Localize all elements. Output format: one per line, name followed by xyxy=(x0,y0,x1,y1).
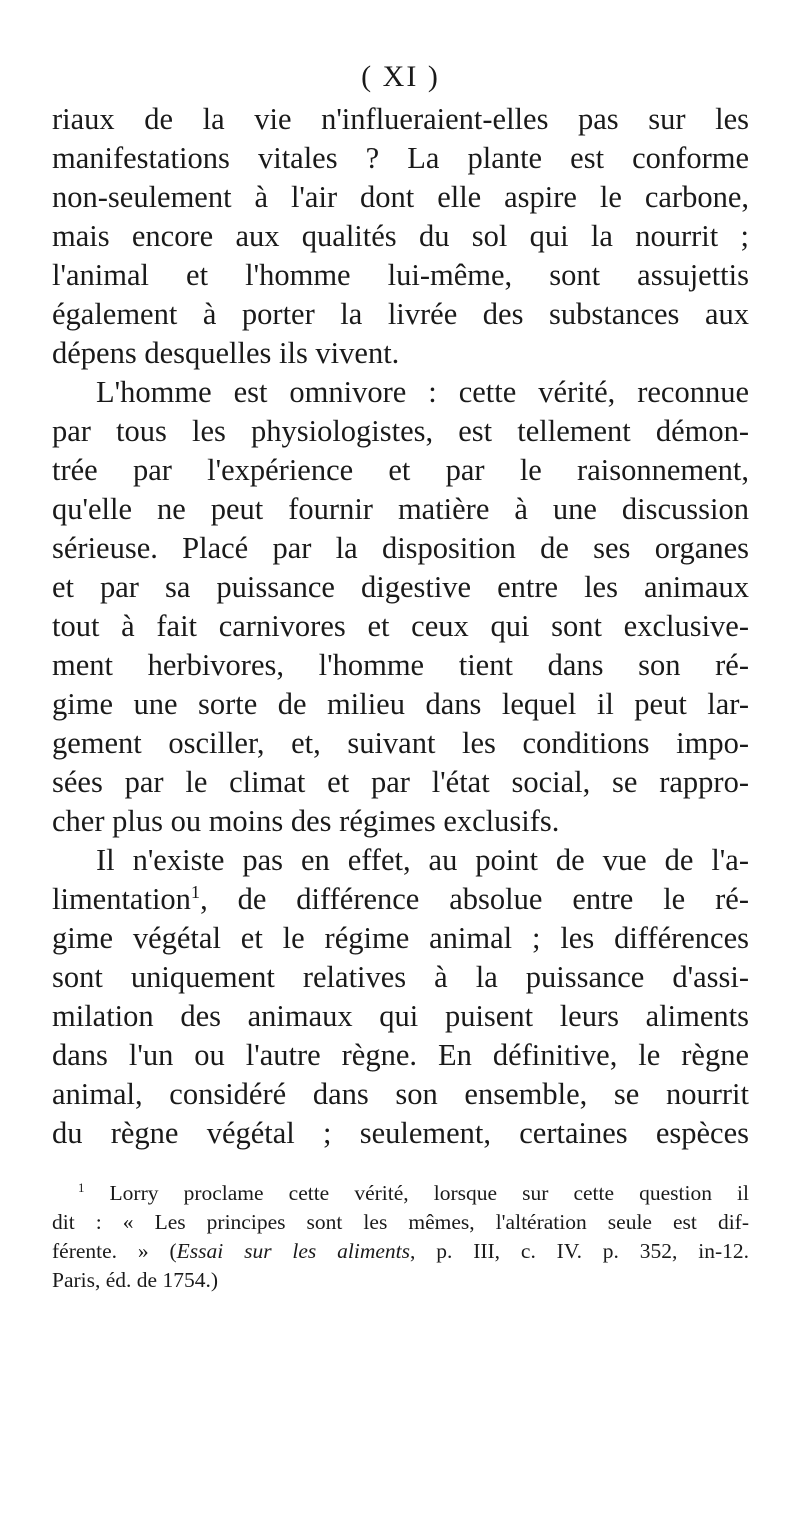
text-fragment: , de différence absolue entre le ré- xyxy=(200,882,749,916)
text-line: animal, considéré dans son ensemble, se nourrit xyxy=(52,1077,749,1111)
body-text xyxy=(52,100,749,1153)
footnote-line: Paris, éd. de 1754.) xyxy=(52,1268,218,1292)
text-line: trée par l'expérience et par le raisonnement, xyxy=(52,453,749,487)
text-fragment: limentation xyxy=(52,882,191,916)
text-line: qu'elle ne peut fournir matière à une discussion xyxy=(52,492,749,526)
text-line: gement osciller, et, suivant les conditions impo- xyxy=(52,726,749,760)
text-line-with-footnote-ref xyxy=(52,880,749,919)
text-line: cher plus ou moins des régimes exclusifs. xyxy=(52,804,560,838)
text-line: dans l'un ou l'autre règne. En définitive, le règne xyxy=(52,1038,749,1072)
text-line: du règne végétal ; seulement, certaines espèces xyxy=(52,1116,749,1150)
footnote-line xyxy=(52,1179,749,1208)
text-line: par tous les physiologistes, est tellement démon- xyxy=(52,414,749,448)
text-line: et par sa puissance digestive entre les animaux xyxy=(52,570,749,604)
text-line: Il n'existe pas en effet, au point de vue de l'a- xyxy=(96,843,749,877)
footnote-reference: 1 xyxy=(190,881,201,902)
footnote xyxy=(52,1179,749,1295)
text-line: sérieuse. Placé par la disposition de ses organes xyxy=(52,531,749,565)
text-line: L'homme est omnivore : cette vérité, reconnue xyxy=(96,375,749,409)
footnote-line: dit : « Les principes sont les mêmes, l'altération seule est dif- xyxy=(52,1210,749,1234)
text-line: non-seulement à l'air dont elle aspire le carbone, xyxy=(52,180,749,214)
text-line: également à porter la livrée des substances aux xyxy=(52,297,749,331)
footnote-line xyxy=(52,1237,749,1266)
page-number: ( XI ) xyxy=(361,60,440,93)
text-line: l'animal et l'homme lui-même, sont assujettis xyxy=(52,258,749,292)
text-line: ment herbivores, l'homme tient dans son ré- xyxy=(52,648,749,682)
text-line: dépens desquelles ils vivent. xyxy=(52,336,400,370)
text-fragment: férente. » ( xyxy=(52,1239,177,1263)
footnote-marker: 1 xyxy=(78,1180,85,1195)
text-line: milation des animaux qui puisent leurs aliments xyxy=(52,999,749,1033)
text-fragment: , p. III, c. IV. p. 352, in-12. xyxy=(410,1239,749,1263)
text-line: sont uniquement relatives à la puissance d'assi- xyxy=(52,960,749,994)
text-line: gime végétal et le régime animal ; les différences xyxy=(52,921,749,955)
text-fragment: Lorry proclame cette vérité, lorsque sur cette question il xyxy=(109,1181,749,1205)
text-line: riaux de la vie n'influeraient-elles pas sur les xyxy=(52,102,749,136)
cited-work-title: Essai sur les aliments xyxy=(176,1239,411,1263)
text-line: tout à fait carnivores et ceux qui sont exclusive- xyxy=(52,609,749,643)
text-line: manifestations vitales ? La plante est conforme xyxy=(52,141,749,175)
text-line: mais encore aux qualités du sol qui la nourrit ; xyxy=(52,219,749,253)
text-line: sées par le climat et par l'état social, se rappro- xyxy=(52,765,749,799)
text-line: gime une sorte de milieu dans lequel il peut lar- xyxy=(52,687,749,721)
